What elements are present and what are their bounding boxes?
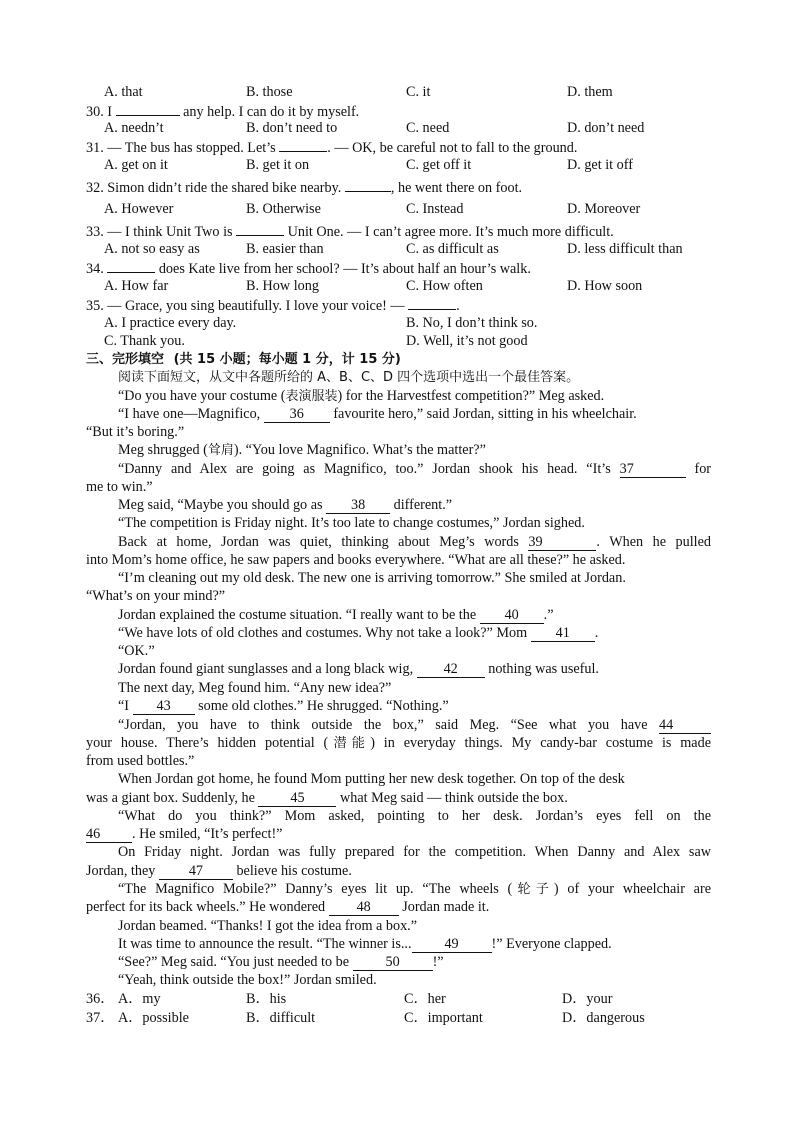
option-c: C．her xyxy=(404,991,446,1007)
blank-41: 41 xyxy=(531,626,595,642)
option-d: D. How soon xyxy=(567,278,643,294)
option-d: D. Well, it’s not good xyxy=(406,333,528,349)
passage-line: Jordan found giant sunglasses and a long black wig, 42 nothing was useful. xyxy=(118,661,599,677)
option-a: A. not so easy as xyxy=(104,241,200,257)
option-b: B. easier than xyxy=(246,241,324,257)
passage-line: “I have one—Magnifico, 36 favourite hero,” said Jordan, sitting in his wheelchair. xyxy=(118,406,637,422)
passage-line: from used bottles.” xyxy=(86,753,195,769)
option-c: C. How often xyxy=(406,278,483,294)
option-a: A. that xyxy=(104,84,143,100)
question-number: 36． xyxy=(86,991,115,1007)
passage-line: Meg shrugged (耸肩). “You love Magnifico. What’s the matter?” xyxy=(118,442,486,458)
blank-46: 46 xyxy=(86,827,132,843)
answer-blank xyxy=(279,137,327,152)
option-d: D. Moreover xyxy=(567,201,641,217)
option-a: A. I practice every day. xyxy=(104,315,237,331)
option-c: C. Thank you. xyxy=(104,333,185,349)
option-c: C. need xyxy=(406,120,450,136)
blank-48: 48 xyxy=(329,900,399,916)
answer-blank xyxy=(107,258,155,273)
question-33: 33. — I think Unit Two is Unit One. — I can’t agree more. It’s much more difficult. xyxy=(86,221,614,241)
option-b: B．difficult xyxy=(246,1010,316,1026)
question-number: 37． xyxy=(86,1010,115,1026)
passage-line: Meg said, “Maybe you should go as 38 different.” xyxy=(118,497,453,513)
option-d: D．your xyxy=(562,991,613,1007)
blank-44: 44 xyxy=(659,718,711,734)
passage-line: “I 43 some old clothes.” He shrugged. “Nothing.” xyxy=(118,698,449,714)
option-b: B. No, I don’t think so. xyxy=(406,315,538,331)
answer-blank xyxy=(116,101,180,116)
answer-blank xyxy=(408,295,456,310)
passage-line: me to win.” xyxy=(86,479,153,495)
passage-line: “The Magnifico Mobile?” Danny’s eyes lit up. “The wheels (轮子) of your wheelchair are xyxy=(118,881,711,897)
passage-line: On Friday night. Jordan was fully prepared for the competition. When Danny and Alex saw xyxy=(118,844,711,860)
passage-line: “Danny and Alex are going as Magnifico, too.” Jordan shook his head. “It’s 37 for xyxy=(118,461,712,477)
passage-line: into Mom’s home office, he saw papers and books everywhere. “What are all these?” he asked. xyxy=(86,552,626,568)
option-a: A. get on it xyxy=(104,157,168,173)
passage-line: Jordan beamed. “Thanks! I got the idea from a box.” xyxy=(118,918,418,934)
blank-37: 37 xyxy=(620,462,686,478)
blank-36: 36 xyxy=(264,407,330,423)
passage-line: “Do you have your costume (表演服装) for the Harvestfest competition?” Meg asked. xyxy=(118,388,605,404)
passage-line: “See?” Meg said. “You just needed to be 50 !” xyxy=(118,954,444,970)
question-34: 34. does Kate live from her school? — It’s about half an hour’s walk. xyxy=(86,258,531,278)
option-d: D. get it off xyxy=(567,157,633,173)
passage-line: 46 . He smiled, “It’s perfect!” xyxy=(86,826,283,842)
option-c: C. Instead xyxy=(406,201,464,217)
option-a: A．my xyxy=(118,991,161,1007)
answer-blank xyxy=(236,221,284,236)
option-d: D．dangerous xyxy=(562,1010,645,1026)
passage-line: Jordan, they 47 believe his costume. xyxy=(86,863,352,879)
section-heading: 三、完形填空 (共 15 小题；每小题 1 分，计 15 分) xyxy=(86,352,401,367)
passage-line: When Jordan got home, he found Mom putting her new desk together. On top of the desk xyxy=(118,771,625,787)
blank-42: 42 xyxy=(417,662,485,678)
passage-line: was a giant box. Suddenly, he 45 what Meg said — think outside the box. xyxy=(86,790,568,806)
option-b: B. get it on xyxy=(246,157,310,173)
passage-line: Back at home, Jordan was quiet, thinking about Meg’s words 39 . When he pulled xyxy=(118,534,711,550)
blank-39: 39 xyxy=(528,535,596,551)
passage-line: perfect for its back wheels.” He wondered 48 Jordan made it. xyxy=(86,899,490,915)
passage-line: “I’m cleaning out my old desk. The new one is arriving tomorrow.” She smiled at Jordan. xyxy=(118,570,626,586)
option-d: D. less difficult than xyxy=(567,241,683,257)
option-a: A. How far xyxy=(104,278,169,294)
option-b: B．his xyxy=(246,991,287,1007)
section-instruction: 阅读下面短文，从文中各题所给的 A、B、C、D 四个选项中选出一个最佳答案。 xyxy=(118,370,580,385)
option-b: B. How long xyxy=(246,278,319,294)
option-b: B. don’t need to xyxy=(246,120,338,136)
option-c: C．important xyxy=(404,1010,483,1026)
passage-line: Jordan explained the costume situation. “I really want to be the 40 .” xyxy=(118,607,554,623)
option-c: C. as difficult as xyxy=(406,241,499,257)
option-d: D. them xyxy=(567,84,613,100)
question-35: 35. — Grace, you sing beautifully. I love your voice! — . xyxy=(86,295,460,315)
question-31: 31. — The bus has stopped. Let’s . — OK, be careful not to fall to the ground. xyxy=(86,137,577,157)
blank-45: 45 xyxy=(258,791,336,807)
passage-line: The next day, Meg found him. “Any new idea?” xyxy=(118,680,392,696)
passage-line: “OK.” xyxy=(118,643,155,659)
blank-40: 40 xyxy=(480,608,544,624)
passage-line: “The competition is Friday night. It’s too late to change costumes,” Jordan sighed. xyxy=(118,515,585,531)
option-c: C. it xyxy=(406,84,431,100)
passage-line: “But it’s boring.” xyxy=(86,424,185,440)
option-a: A．possible xyxy=(118,1010,189,1026)
passage-line: “What do you think?” Mom asked, pointing to her desk. Jordan’s eyes fell on the xyxy=(118,808,711,824)
answer-blank xyxy=(345,177,391,192)
blank-43: 43 xyxy=(133,699,195,715)
option-d: D. don’t need xyxy=(567,120,645,136)
option-c: C. get off it xyxy=(406,157,472,173)
blank-38: 38 xyxy=(326,498,390,514)
passage-line: “Jordan, you have to think outside the box,” said Meg. “See what you have 44 xyxy=(118,716,711,734)
option-a: A. However xyxy=(104,201,174,217)
question-32: 32. Simon didn’t ride the shared bike nearby. , he went there on foot. xyxy=(86,177,522,197)
passage-line: “We have lots of old clothes and costumes. Why not take a look?” Mom 41 . xyxy=(118,625,599,641)
question-30: 30. I any help. I can do it by myself. xyxy=(86,101,359,121)
option-b: B. those xyxy=(246,84,293,100)
blank-50: 50 xyxy=(353,955,433,971)
passage-line: “What’s on your mind?” xyxy=(86,588,226,604)
passage-line: your house. There’s hidden potential (潜能) in everyday things. My candy-bar costume is made xyxy=(86,735,711,751)
passage-line: “Yeah, think outside the box!” Jordan smiled. xyxy=(118,972,377,988)
option-a: A. needn’t xyxy=(104,120,164,136)
passage-line: It was time to announce the result. “The winner is... 49 !” Everyone clapped. xyxy=(118,936,612,952)
blank-47: 47 xyxy=(159,864,233,880)
blank-49: 49 xyxy=(412,937,492,953)
option-b: B. Otherwise xyxy=(246,201,321,217)
